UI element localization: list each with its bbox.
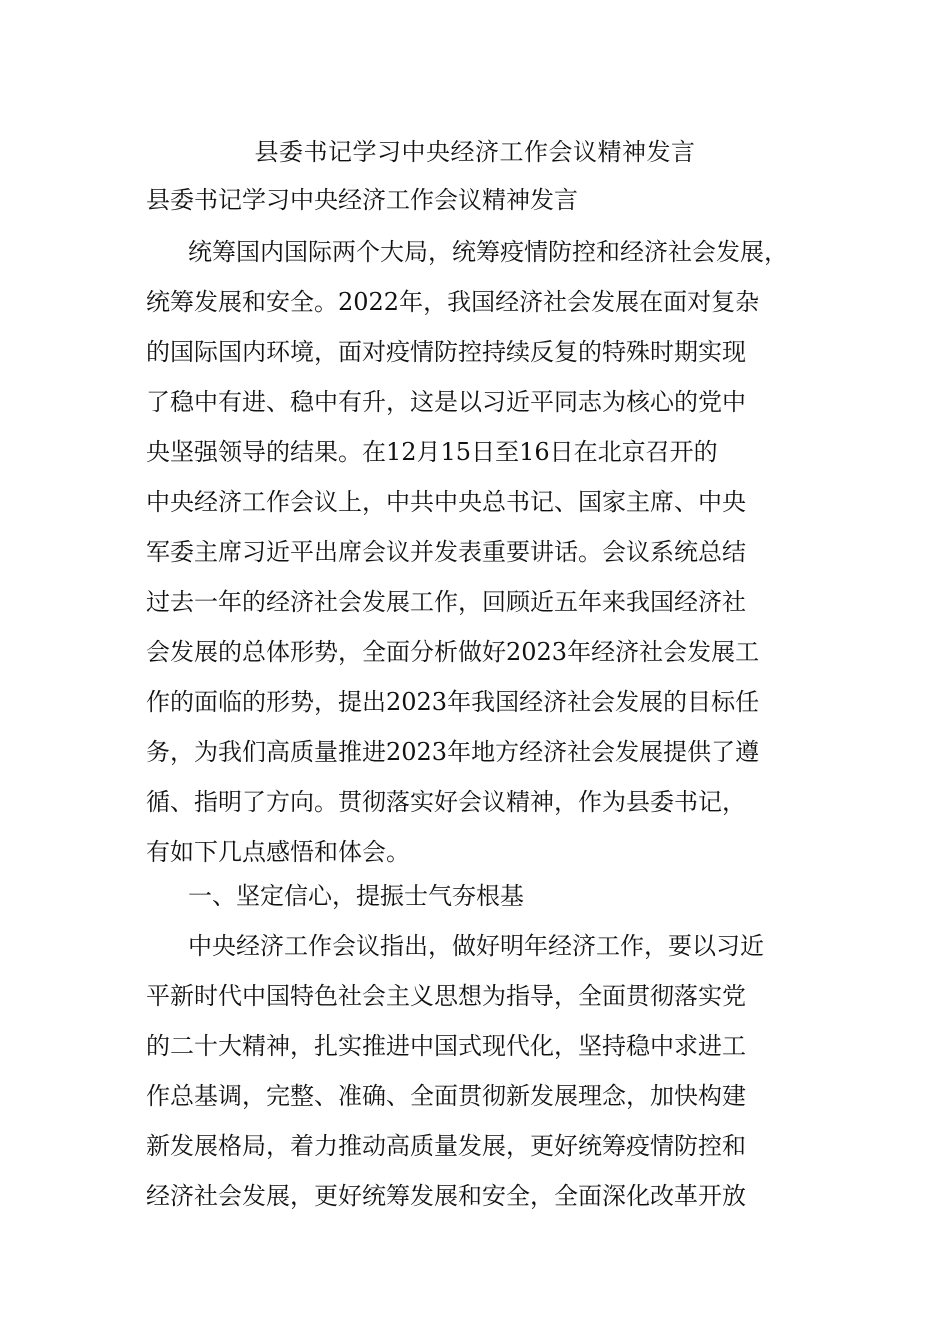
paragraph-line: 军委主席习近平出席会议并发表重要讲话。会议系统总结 (146, 538, 746, 566)
paragraph-line: 有如下几点感悟和体会。 (146, 838, 410, 866)
paragraph-2 (146, 921, 826, 1221)
paragraph-line: 过去一年的经济社会发展工作，回顾近五年来我国经济社 (146, 588, 746, 616)
section-heading: 一、坚定信心，提振士气夯根基 (188, 882, 524, 910)
paragraph-line: 新发展格局，着力推动高质量发展，更好统筹疫情防控和 (146, 1132, 746, 1160)
paragraph-line: 经济社会发展，更好统筹发展和安全，全面深化改革开放 (146, 1182, 746, 1210)
paragraph-line: 作总基调，完整、准确、全面贯彻新发展理念，加快构建 (146, 1082, 746, 1110)
paragraph-line: 会发展的总体形势，全面分析做好2023年经济社会发展工 (146, 638, 760, 666)
paragraph-line: 循、指明了方向。贯彻落实好会议精神，作为县委书记， (146, 788, 746, 816)
paragraph-line: 央坚强领导的结果。在12月15日至16日在北京召开的 (146, 438, 718, 466)
paragraph-line: 的二十大精神，扎实推进中国式现代化，坚持稳中求进工 (146, 1032, 746, 1060)
paragraph-line: 作的面临的形势，提出2023年我国经济社会发展的目标任 (146, 688, 760, 716)
paragraph-line: 平新时代中国特色社会主义思想为指导，全面贯彻落实党 (146, 982, 746, 1010)
paragraph-line: 统筹发展和安全。2022年，我国经济社会发展在面对复杂 (146, 288, 760, 316)
document-subtitle: 县委书记学习中央经济工作会议精神发言 (146, 186, 578, 214)
paragraph-line: 统筹国内国际两个大局，统筹疫情防控和经济社会发展， (188, 238, 788, 266)
paragraph-1 (146, 227, 826, 877)
document-title: 县委书记学习中央经济工作会议精神发言 (254, 138, 696, 166)
paragraph-line: 务，为我们高质量推进2023年地方经济社会发展提供了遵 (146, 738, 760, 766)
paragraph-line: 中央经济工作会议指出，做好明年经济工作，要以习近 (188, 932, 764, 960)
paragraph-line: 中央经济工作会议上，中共中央总书记、国家主席、中央 (146, 488, 746, 516)
paragraph-line: 的国际国内环境，面对疫情防控持续反复的特殊时期实现 (146, 338, 746, 366)
section-heading-block (146, 871, 826, 921)
paragraph-line: 了稳中有进、稳中有升，这是以习近平同志为核心的党中 (146, 388, 746, 416)
